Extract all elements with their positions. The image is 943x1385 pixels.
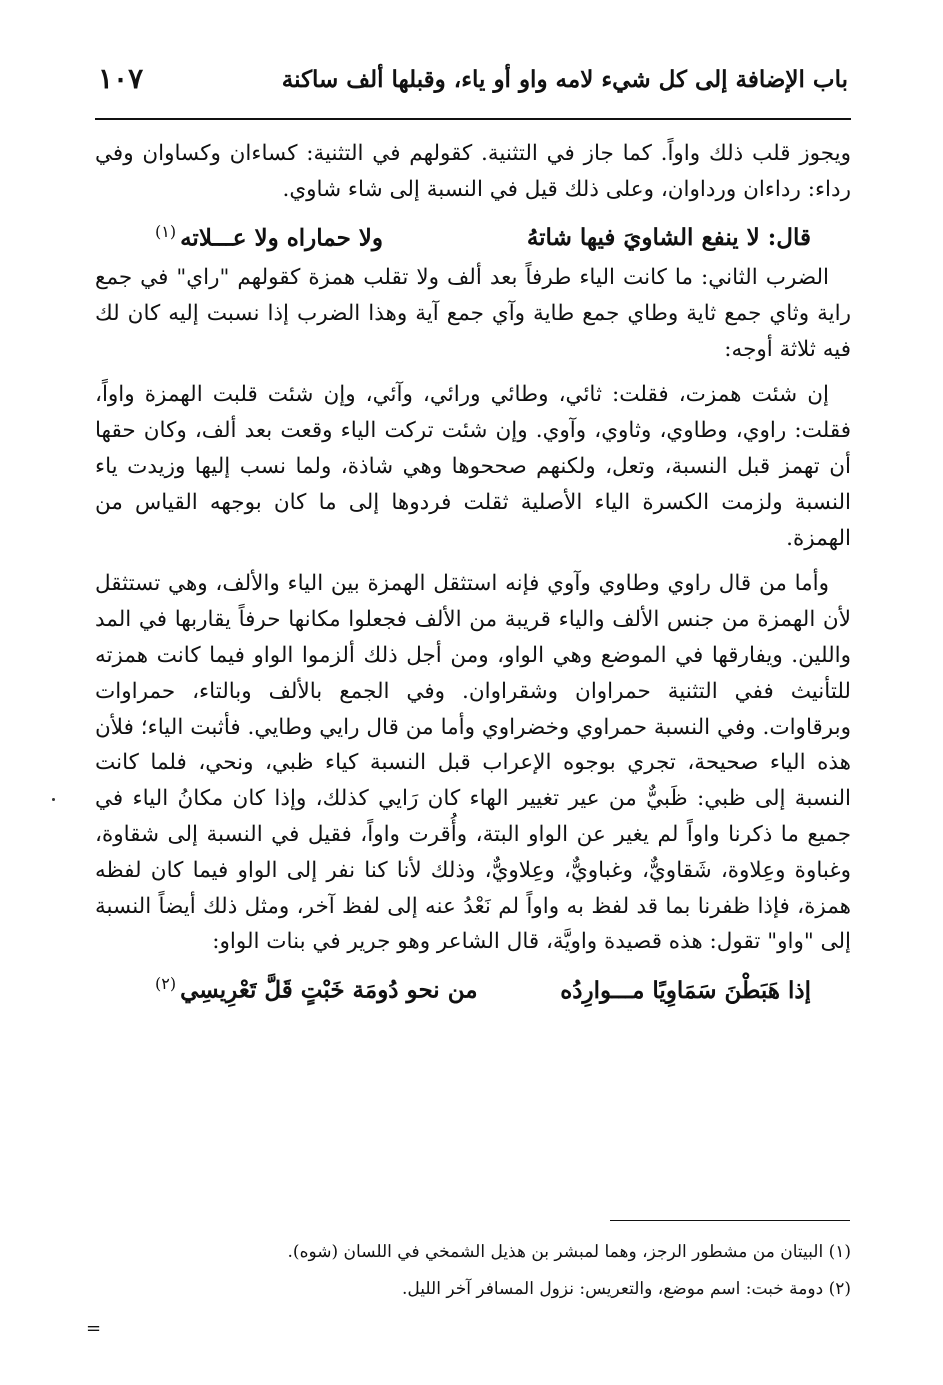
footnote-2: (٢) دومة خبت: اسم موضع، والتعريس: نزول المسافر آخر الليل. bbox=[401, 1279, 851, 1299]
verse-1 bbox=[95, 214, 851, 256]
running-header bbox=[98, 62, 848, 110]
paragraph-1: ويجوز قلب ذلك واواً. كما جاز في التثنية. كقولهم في التثنية: كساءان وكساوان وفي رداء: رداءان ورداوان، وعلى ذلك قيل في النسبة إلى شاء شاوي. bbox=[95, 141, 851, 202]
verse-1-second-text: ولا حماراه ولا عـــلاته bbox=[180, 224, 384, 252]
footnote-ref-1: (١) bbox=[155, 221, 177, 241]
verse-1-first-hemistich: قال: لا ينفع الشاويَ فيها شاتهُ bbox=[526, 224, 811, 252]
chapter-title: باب الإضافة إلى كل شيء لامه واو أو ياء، وقبلها ألف ساكنة bbox=[281, 66, 848, 93]
verse-2-second-hemistich bbox=[155, 966, 478, 1008]
verse-2 bbox=[95, 966, 851, 1008]
paragraph-3: إن شئت همزت، فقلت: ثائي، وطائي ورائي، وآئي، وإن شئت قلبت الهمزة واواً، فقلت: راوي، وطاوي، وثاوي، وآوي. وإن شئت تركت الياء وقعت بعد ألف، وكان حقها أن تهمز قبل النسبة، وتعل، ولكنهم صححوها وهي شاذة، ولما نسب إليها وزيدت ياء النسبة ولزمت الكسرة الياء الأصلية ثقلت فردوها إلى ما كان بوجهه القياس من الهمزة. bbox=[95, 382, 851, 551]
margin-mark: = bbox=[86, 1318, 102, 1339]
main-text bbox=[95, 136, 851, 1013]
footnotes bbox=[95, 1234, 851, 1308]
header-rule bbox=[95, 118, 851, 120]
footnote-1: (١) البيتان من مشطور الرجز، وهما لمبشر بن هذيل الشمخي في اللسان (شوه). bbox=[287, 1242, 851, 1262]
verse-2-second-text: من نحو دُومَة خَبْتٍ قَلَّ تَعْرِيسِي bbox=[180, 976, 478, 1004]
verse-2-first-hemistich: إذا هَبَطْنَ سَمَاوِيًا مـــوارِدُه bbox=[560, 976, 811, 1004]
page-number: ١٠٧ bbox=[98, 62, 144, 95]
margin-dot bbox=[52, 798, 55, 801]
footnote-rule bbox=[610, 1220, 850, 1221]
paragraph-2: الضرب الثاني: ما كانت الياء طرفاً بعد ألف ولا تقلب همزة كقولهم "راي" في جمع راية وثاي جمع ثاية وطاي جمع طاية وآي جمع آية وهذا الضرب إذا نسبت إليه كان لك فيه ثلاثة أوجه: bbox=[95, 265, 851, 362]
verse-1-second-hemistich bbox=[155, 214, 383, 256]
paragraph-4: وأما من قال راوي وطاوي وآوي فإنه استثقل الهمزة بين الياء والألف، وهي تستثقل لأن الهمزة من جنس الألف والياء قريبة من الألف فجعلوا مكانها حرفاً يقاربها في المد واللين. ويفارقها في الموضع وهي الواو، ومن أجل ذلك ألزموا الواو فيما كانت همزته للتأنيث ففي التثنية حمراوان وشقراوان. وفي الجمع بالألف وبالتاء، حمراوات وبرقاوات. وفي النسبة حمراوي وخضراوي وأما من قال رايي وطايي. فأثبت الياء؛ فلأن هذه الياء صحيحة، تجري بوجوه الإعراب قبل النسبة كياء ظبي، ونحي، فلما كانت النسبة إلى ظبي: ظَبيٌّ من عير تغيير الهاء كان رَايي كذلك، وإذا كان مكانُ الياء في جميع ما ذكرنا واواً لم يغير عن الواو البتة، وأُقرت واواً، فقيل في النسبة إلى شقاوة، وغباوة وعِلاوة، شَقاويٌّ، وغباويٌّ، وعِلاويٌّ، وذلك لأنا كنا نفر إلى الواو فيما كان لفظه همزة، فإذا ظفرنا بما قد لفظ به واواً لم نَعْدُ عنه إلى لفظ آخر، ومثل ذلك أيضاً النسبة إلى "واو" تقول: هذه قصيدة واويَّة، قال الشاعر وهو جرير في بنات الواو: bbox=[95, 571, 851, 955]
footnote-ref-2: (٢) bbox=[155, 974, 177, 994]
